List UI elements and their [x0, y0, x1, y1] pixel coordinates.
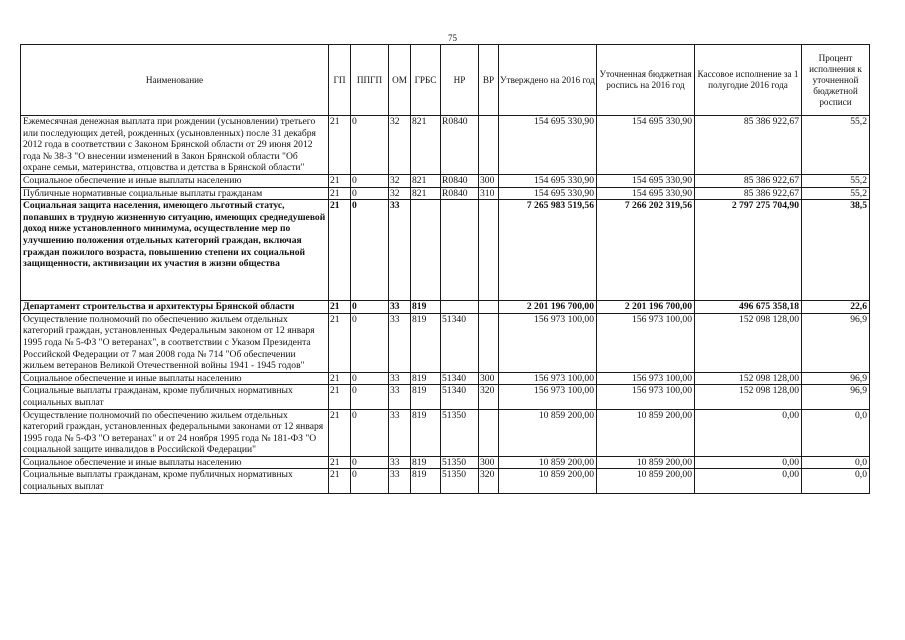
cell-cash: 85 386 922,67 — [695, 174, 802, 187]
cell-ppgp: 0 — [351, 187, 389, 200]
cell-ppgp: 0 — [351, 385, 389, 409]
cell-grbs: 821 — [411, 187, 441, 200]
cell-approved: 10 859 200,00 — [499, 469, 597, 493]
page-number: 75 — [448, 33, 457, 43]
cell-clarified: 10 859 200,00 — [597, 409, 695, 456]
cell-clarified: 156 973 100,00 — [597, 372, 695, 385]
cell-vr: 310 — [479, 187, 499, 200]
cell-gp: 21 — [329, 187, 351, 200]
cell-vr — [479, 301, 499, 314]
cell-cash: 85 386 922,67 — [695, 187, 802, 200]
cell-ppgp: 0 — [351, 409, 389, 456]
cell-approved: 10 859 200,00 — [499, 409, 597, 456]
cell-cash: 496 675 358,18 — [695, 301, 802, 314]
cell-approved: 156 973 100,00 — [499, 313, 597, 372]
cell-cash: 0,00 — [695, 456, 802, 469]
cell-vr: 320 — [479, 469, 499, 493]
cell-ppgp: 0 — [351, 469, 389, 493]
header-om: ОМ — [389, 45, 411, 116]
cell-clarified: 154 695 330,90 — [597, 116, 695, 175]
cell-vr: 300 — [479, 174, 499, 187]
cell-grbs: 819 — [411, 313, 441, 372]
cell-name: Социальная защита населения, имеющего льготный статус, попавших в трудную жизненную ситуацию, имеющих среднедушевой доход ниже установленного минимума, осуществление мер по улучшению положения отдельных категорий граждан, включая граждан пожилого возраста, повышению степени их социальной защищенности, активизации их участия в жизни общества — [21, 200, 329, 301]
cell-name: Осуществление полномочий по обеспечению жильем отдельных категорий граждан, установленных Федеральным законом от 12 января 1995 года № 5-ФЗ "О ветеранах", в соответствии с Указом Президента Российской Федерации от 7 мая 2008 года № 714 "Об обеспечении жильем ветеранов Великой Отечественной войны 1941 - 1945 годов" — [21, 313, 329, 372]
table-row — [21, 409, 870, 456]
cell-clarified: 2 201 196 700,00 — [597, 301, 695, 314]
cell-percent: 96,9 — [802, 313, 870, 372]
cell-nr: 51340 — [441, 313, 479, 372]
cell-gp: 21 — [329, 469, 351, 493]
cell-grbs: 819 — [411, 409, 441, 456]
cell-percent: 0,0 — [802, 456, 870, 469]
cell-name: Осуществление полномочий по обеспечению жильем отдельных категорий граждан, установленных федеральными законами от 12 января 1995 года № 5-ФЗ "О ветеранах" и от 24 ноября 1995 года № 181-ФЗ "О социальной защите инвалидов в Российской Федерации" — [21, 409, 329, 456]
cell-gp: 21 — [329, 313, 351, 372]
cell-name: Социальное обеспечение и иные выплаты населению — [21, 372, 329, 385]
cell-name: Социальное обеспечение и иные выплаты населению — [21, 174, 329, 187]
cell-cash: 0,00 — [695, 409, 802, 456]
cell-ppgp: 0 — [351, 313, 389, 372]
cell-percent: 96,9 — [802, 372, 870, 385]
cell-gp: 21 — [329, 385, 351, 409]
header-name: Наименование — [21, 45, 329, 116]
header-approved: Утверждено на 2016 год — [499, 45, 597, 116]
cell-clarified: 7 266 202 319,56 — [597, 200, 695, 301]
cell-nr — [441, 301, 479, 314]
cell-cash: 2 797 275 704,90 — [695, 200, 802, 301]
cell-clarified: 10 859 200,00 — [597, 469, 695, 493]
cell-om: 33 — [389, 469, 411, 493]
budget-table — [20, 44, 870, 494]
cell-percent: 96,9 — [802, 385, 870, 409]
cell-nr: R0840 — [441, 116, 479, 175]
cell-nr: 51350 — [441, 456, 479, 469]
cell-clarified: 156 973 100,00 — [597, 385, 695, 409]
cell-grbs: 821 — [411, 116, 441, 175]
cell-om: 33 — [389, 456, 411, 469]
cell-grbs: 821 — [411, 174, 441, 187]
cell-percent: 0,0 — [802, 409, 870, 456]
cell-percent: 55,2 — [802, 174, 870, 187]
table-row — [21, 469, 870, 493]
cell-gp: 21 — [329, 372, 351, 385]
cell-name: Социальное обеспечение и иные выплаты населению — [21, 456, 329, 469]
header-grbs: ГРБС — [411, 45, 441, 116]
cell-om: 33 — [389, 313, 411, 372]
table-row — [21, 301, 870, 314]
cell-approved: 156 973 100,00 — [499, 385, 597, 409]
cell-om: 32 — [389, 174, 411, 187]
header-ppgp: ППГП — [351, 45, 389, 116]
table-row — [21, 187, 870, 200]
table-row — [21, 200, 870, 301]
cell-approved: 7 265 983 519,56 — [499, 200, 597, 301]
cell-name: Социальные выплаты гражданам, кроме публичных нормативных социальных выплат — [21, 469, 329, 493]
table-row — [21, 372, 870, 385]
cell-ppgp: 0 — [351, 456, 389, 469]
cell-percent: 22,6 — [802, 301, 870, 314]
header-clarified: Уточненная бюджетная роспись на 2016 год — [597, 45, 695, 116]
cell-cash: 85 386 922,67 — [695, 116, 802, 175]
cell-vr — [479, 409, 499, 456]
header-gp: ГП — [329, 45, 351, 116]
table-row — [21, 456, 870, 469]
cell-grbs: 819 — [411, 469, 441, 493]
cell-om: 33 — [389, 372, 411, 385]
cell-gp: 21 — [329, 456, 351, 469]
cell-approved: 2 201 196 700,00 — [499, 301, 597, 314]
cell-percent: 0,0 — [802, 469, 870, 493]
cell-gp: 21 — [329, 116, 351, 175]
cell-approved: 154 695 330,90 — [499, 174, 597, 187]
cell-cash: 0,00 — [695, 469, 802, 493]
cell-name: Публичные нормативные социальные выплаты гражданам — [21, 187, 329, 200]
cell-vr: 300 — [479, 372, 499, 385]
cell-nr: 51340 — [441, 372, 479, 385]
cell-gp: 21 — [329, 200, 351, 301]
cell-vr: 300 — [479, 456, 499, 469]
cell-gp: 21 — [329, 409, 351, 456]
cell-vr — [479, 313, 499, 372]
cell-name: Департамент строительства и архитектуры Брянской области — [21, 301, 329, 314]
cell-percent: 38,5 — [802, 200, 870, 301]
cell-grbs: 819 — [411, 372, 441, 385]
cell-nr: 51350 — [441, 469, 479, 493]
cell-vr — [479, 200, 499, 301]
cell-vr — [479, 116, 499, 175]
cell-gp: 21 — [329, 174, 351, 187]
cell-nr: 51340 — [441, 385, 479, 409]
cell-approved: 154 695 330,90 — [499, 116, 597, 175]
cell-clarified: 154 695 330,90 — [597, 187, 695, 200]
cell-om: 33 — [389, 385, 411, 409]
cell-om: 33 — [389, 301, 411, 314]
cell-ppgp: 0 — [351, 200, 389, 301]
cell-grbs: 819 — [411, 385, 441, 409]
cell-grbs: 819 — [411, 301, 441, 314]
cell-approved: 10 859 200,00 — [499, 456, 597, 469]
cell-cash: 152 098 128,00 — [695, 372, 802, 385]
header-row — [21, 45, 870, 116]
cell-grbs: 819 — [411, 456, 441, 469]
cell-approved: 156 973 100,00 — [499, 372, 597, 385]
cell-nr — [441, 200, 479, 301]
cell-approved: 154 695 330,90 — [499, 187, 597, 200]
cell-name: Социальные выплаты гражданам, кроме публичных нормативных социальных выплат — [21, 385, 329, 409]
header-percent: Процент исполнения к уточненной бюджетной росписи — [802, 45, 870, 116]
cell-name: Ежемесячная денежная выплата при рождении (усыновлении) третьего или последующих детей, рожденных (усыновленных) после 31 декабря 2012 года в соответствии с Законом Брянской области от 29 июня 2012 года № 38-З "О внесении изменений в Закон Брянской области "Об охране семьи, материнства, отцовства и детства в Брянской области" — [21, 116, 329, 175]
cell-cash: 152 098 128,00 — [695, 385, 802, 409]
cell-nr: 51350 — [441, 409, 479, 456]
cell-grbs — [411, 200, 441, 301]
table-row — [21, 313, 870, 372]
cell-nr: R0840 — [441, 174, 479, 187]
cell-ppgp: 0 — [351, 116, 389, 175]
cell-cash: 152 098 128,00 — [695, 313, 802, 372]
cell-clarified: 156 973 100,00 — [597, 313, 695, 372]
cell-om: 32 — [389, 187, 411, 200]
cell-vr: 320 — [479, 385, 499, 409]
cell-om: 33 — [389, 200, 411, 301]
cell-nr: R0840 — [441, 187, 479, 200]
header-cash: Кассовое исполнение за 1 полугодие 2016 года — [695, 45, 802, 116]
cell-ppgp: 0 — [351, 372, 389, 385]
table-row — [21, 174, 870, 187]
header-vr: ВР — [479, 45, 499, 116]
table-body — [21, 116, 870, 494]
cell-percent: 55,2 — [802, 187, 870, 200]
cell-ppgp: 0 — [351, 174, 389, 187]
cell-om: 32 — [389, 116, 411, 175]
cell-percent: 55,2 — [802, 116, 870, 175]
header-nr: НР — [441, 45, 479, 116]
cell-om: 33 — [389, 409, 411, 456]
table-row — [21, 116, 870, 175]
cell-ppgp: 0 — [351, 301, 389, 314]
cell-clarified: 10 859 200,00 — [597, 456, 695, 469]
cell-clarified: 154 695 330,90 — [597, 174, 695, 187]
cell-gp: 21 — [329, 301, 351, 314]
table-row — [21, 385, 870, 409]
